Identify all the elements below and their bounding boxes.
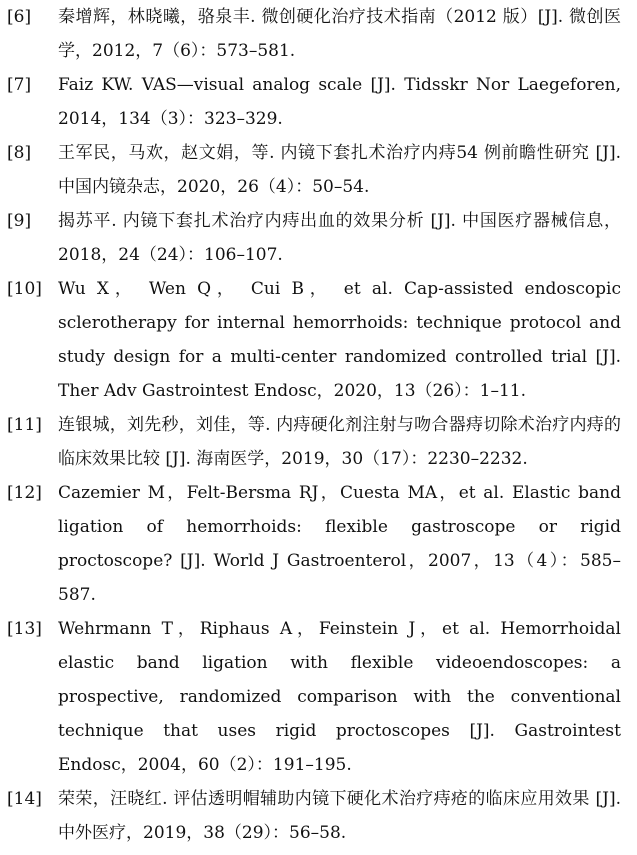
reference-number: [12] xyxy=(7,483,42,503)
reference-text: Wehrmann T，Riphaus A，Feinstein J，et al. Hemorrhoidal elastic band ligation with flexible videoendoscopes: a prospective, randomized comparison with the conventional technique that uses rigid proctoscopes [J]. Gastrointest Endosc，2004，60（2）：191–195. xyxy=(58,619,621,775)
reference-number: [8] xyxy=(7,143,32,163)
reference-item xyxy=(0,0,637,68)
reference-item xyxy=(0,782,637,850)
reference-text: Faiz KW. VAS—visual analog scale [J]. Tidsskr Nor Laegeforen, 2014，134（3）：323–329. xyxy=(58,75,621,129)
reference-number: [14] xyxy=(7,789,42,809)
reference-number: [13] xyxy=(7,619,42,639)
reference-text: 王军民，马欢，赵文娟，等. 内镜下套扎术治疗内痔54 例前瞻性研究 [J]. 中国内镜杂志，2020，26（4）：50–54. xyxy=(58,143,621,197)
reference-number: [11] xyxy=(7,415,42,435)
reference-item xyxy=(0,68,637,136)
reference-text: Wu X， Wen Q， Cui B， et al. Cap-assisted endoscopic sclerotherapy for internal hemorrhoids: technique protocol and study design for a multi-center randomized controlled trial [J]. Ther Adv Gastrointest Endosc，2020，13（26）：1–11. xyxy=(58,279,621,401)
reference-number: [10] xyxy=(7,279,42,299)
reference-item xyxy=(0,408,637,476)
reference-item xyxy=(0,136,637,204)
reference-text: 秦增辉，林晓曦，骆泉丰. 微创硬化治疗技术指南（2012 版）[J]. 微创医学，2012，7（6）：573–581. xyxy=(58,7,621,61)
reference-text: 连银城，刘先秒，刘佳，等. 内痔硬化剂注射与吻合器痔切除术治疗内痔的临床效果比较 [J]. 海南医学，2019，30（17）：2230–2232. xyxy=(58,415,621,469)
reference-text: 揭苏平. 内镜下套扎术治疗内痔出血的效果分析 [J]. 中国医疗器械信息，2018，24（24）：106–107. xyxy=(58,211,621,265)
reference-number: [7] xyxy=(7,75,32,95)
reference-item xyxy=(0,476,637,612)
reference-item xyxy=(0,612,637,782)
reference-text: Cazemier M，Felt-Bersma RJ，Cuesta MA，et al. Elastic band ligation of hemorrhoids: flexible gastroscope or rigid proctoscope? [J]. World J Gastroenterol，2007，13（4）：585–587. xyxy=(58,483,621,605)
reference-item xyxy=(0,272,637,408)
reference-number: [9] xyxy=(7,211,32,231)
reference-text: 荣荣，汪晓红. 评估透明帽辅助内镜下硬化术治疗痔疮的临床应用效果 [J]. 中外医疗，2019，38（29）：56–58. xyxy=(58,789,621,843)
reference-item xyxy=(0,204,637,272)
reference-number: [6] xyxy=(7,7,32,27)
